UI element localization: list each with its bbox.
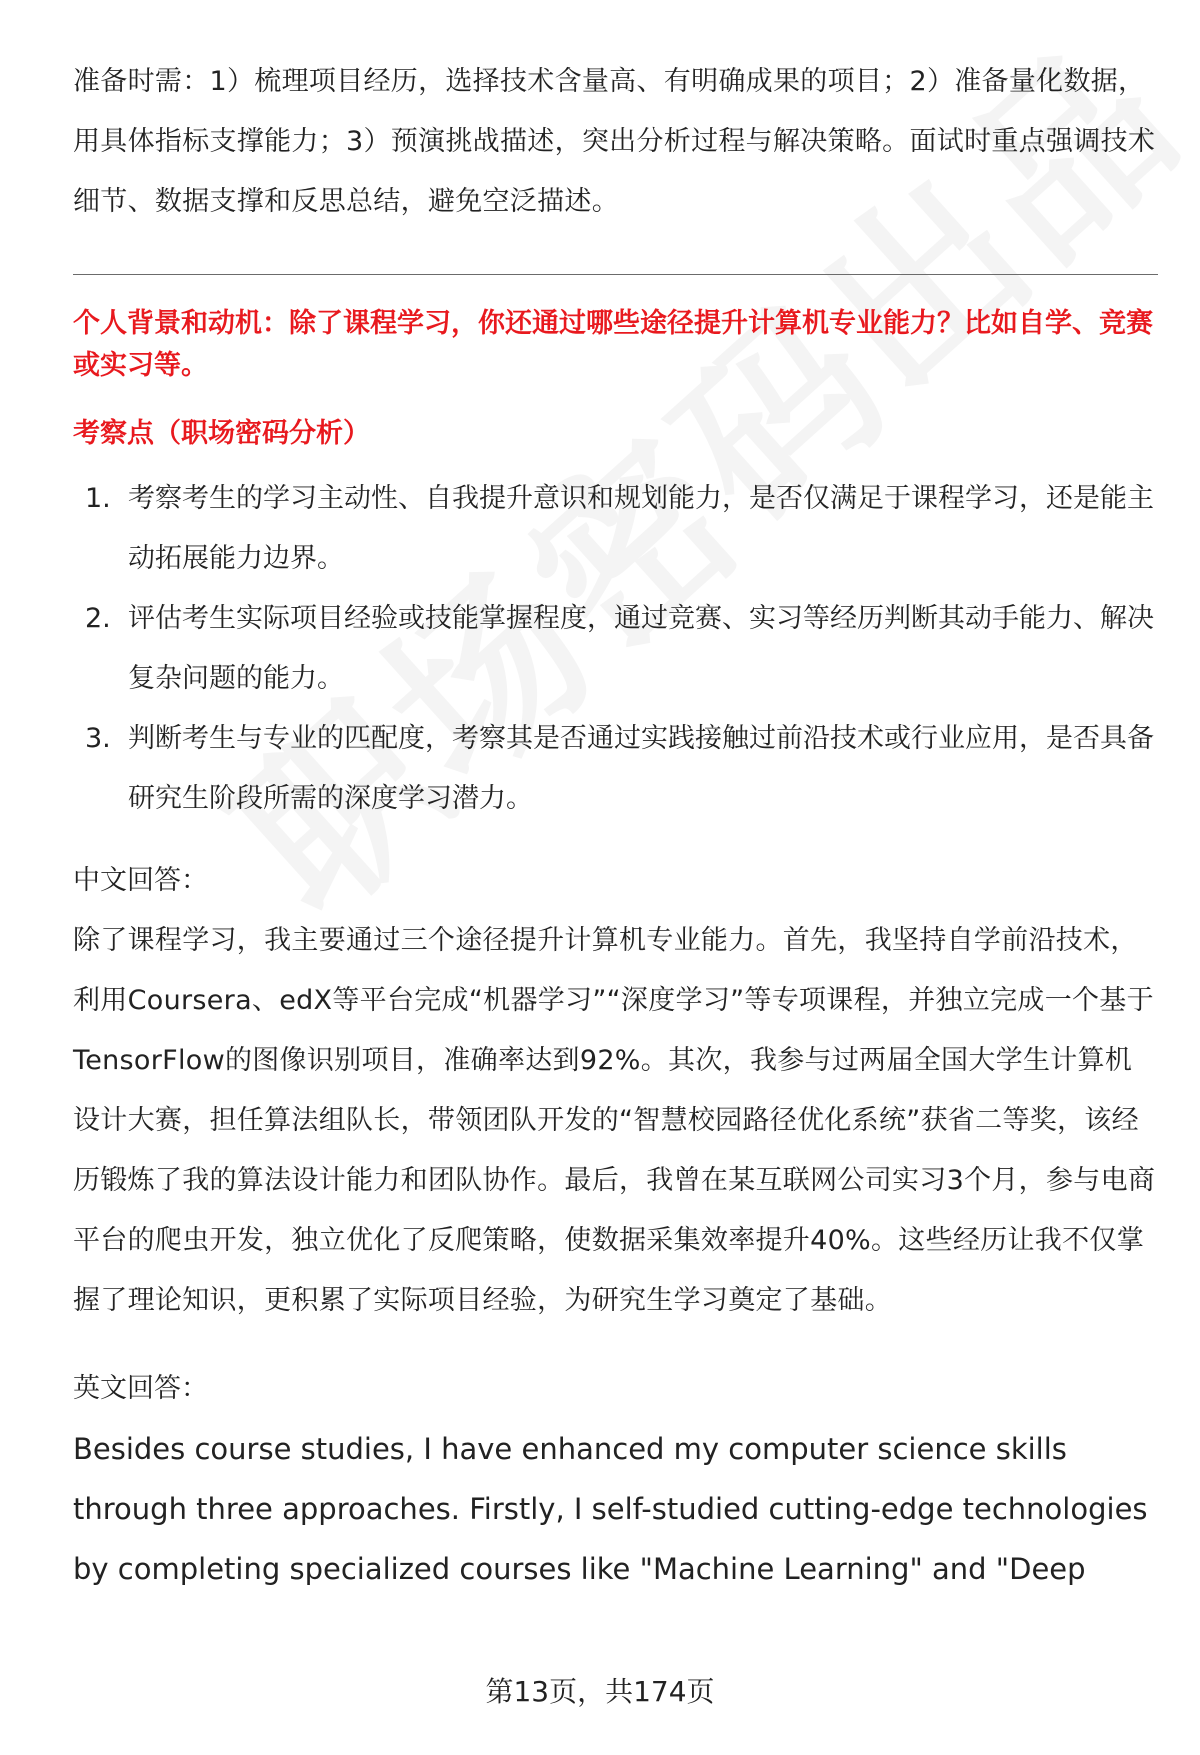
list-item-number: 3. [85,723,111,754]
assessment-points-list [73,469,1158,829]
assessment-title: 考察点（职场密码分析） [73,418,370,449]
english-answer-label: 英文回答： [73,1373,208,1404]
list-item [73,469,1158,589]
list-item-number: 2. [85,603,111,634]
intro-paragraph: 准备时需：1）梳理项目经历，选择技术含量高、有明确成果的项目；2）准备量化数据，用具体指标支撑能力；3）预演挑战描述，突出分析过程与解决策略。面试时重点强调技术细节、数据支撑和反思总结，避免空泛描述。 [73,66,1156,217]
page-number-footer: 第13页，共174页 [485,1675,715,1708]
list-item-text: 评估考生实际项目经验或技能掌握程度，通过竞赛、实习等经历判断其动手能力、解决复杂问题的能力。 [128,603,1154,694]
list-item [73,709,1158,829]
list-item-text: 判断考生与专业的匹配度，考察其是否通过实践接触过前沿技术或行业应用，是否具备研究生阶段所需的深度学习潜力。 [128,723,1154,814]
section-divider [73,274,1158,275]
chinese-answer-label: 中文回答： [73,865,208,896]
question-heading: 个人背景和动机：除了课程学习，你还通过哪些途径提升计算机专业能力？比如自学、竞赛或实习等。 [73,308,1153,381]
chinese-answer-text: 除了课程学习，我主要通过三个途径提升计算机专业能力。首先，我坚持自学前沿技术，利用Coursera、edX等平台完成“机器学习”“深度学习”等专项课程，并独立完成一个基于TensorFlow的图像识别项目，准确率达到92%。其次，我参与过两届全国大学生计算机设计大赛，担任算法组队长，带领团队开发的“智慧校园路径优化系统”获省二等奖，该经历锻炼了我的算法设计能力和团队协作。最后，我曾在某互联网公司实习3个月，参与电商平台的爬虫开发，独立优化了反爬策略，使数据采集效率提升40%。这些经历让我不仅掌握了理论知识，更积累了实际项目经验，为研究生学习奠定了基础。 [73,925,1156,1316]
list-item [73,589,1158,709]
english-answer-text: Besides course studies, I have enhanced my computer science skills through three approaches. Firstly, I self-studied cutting-edge technologies by completing specialized courses like "Machine Learning" and "Deep [73,1432,1148,1586]
page-content [73,52,1158,1599]
list-item-text: 考察考生的学习主动性、自我提升意识和规划能力，是否仅满足于课程学习，还是能主动拓展能力边界。 [128,483,1154,574]
list-item-number: 1. [85,483,111,514]
